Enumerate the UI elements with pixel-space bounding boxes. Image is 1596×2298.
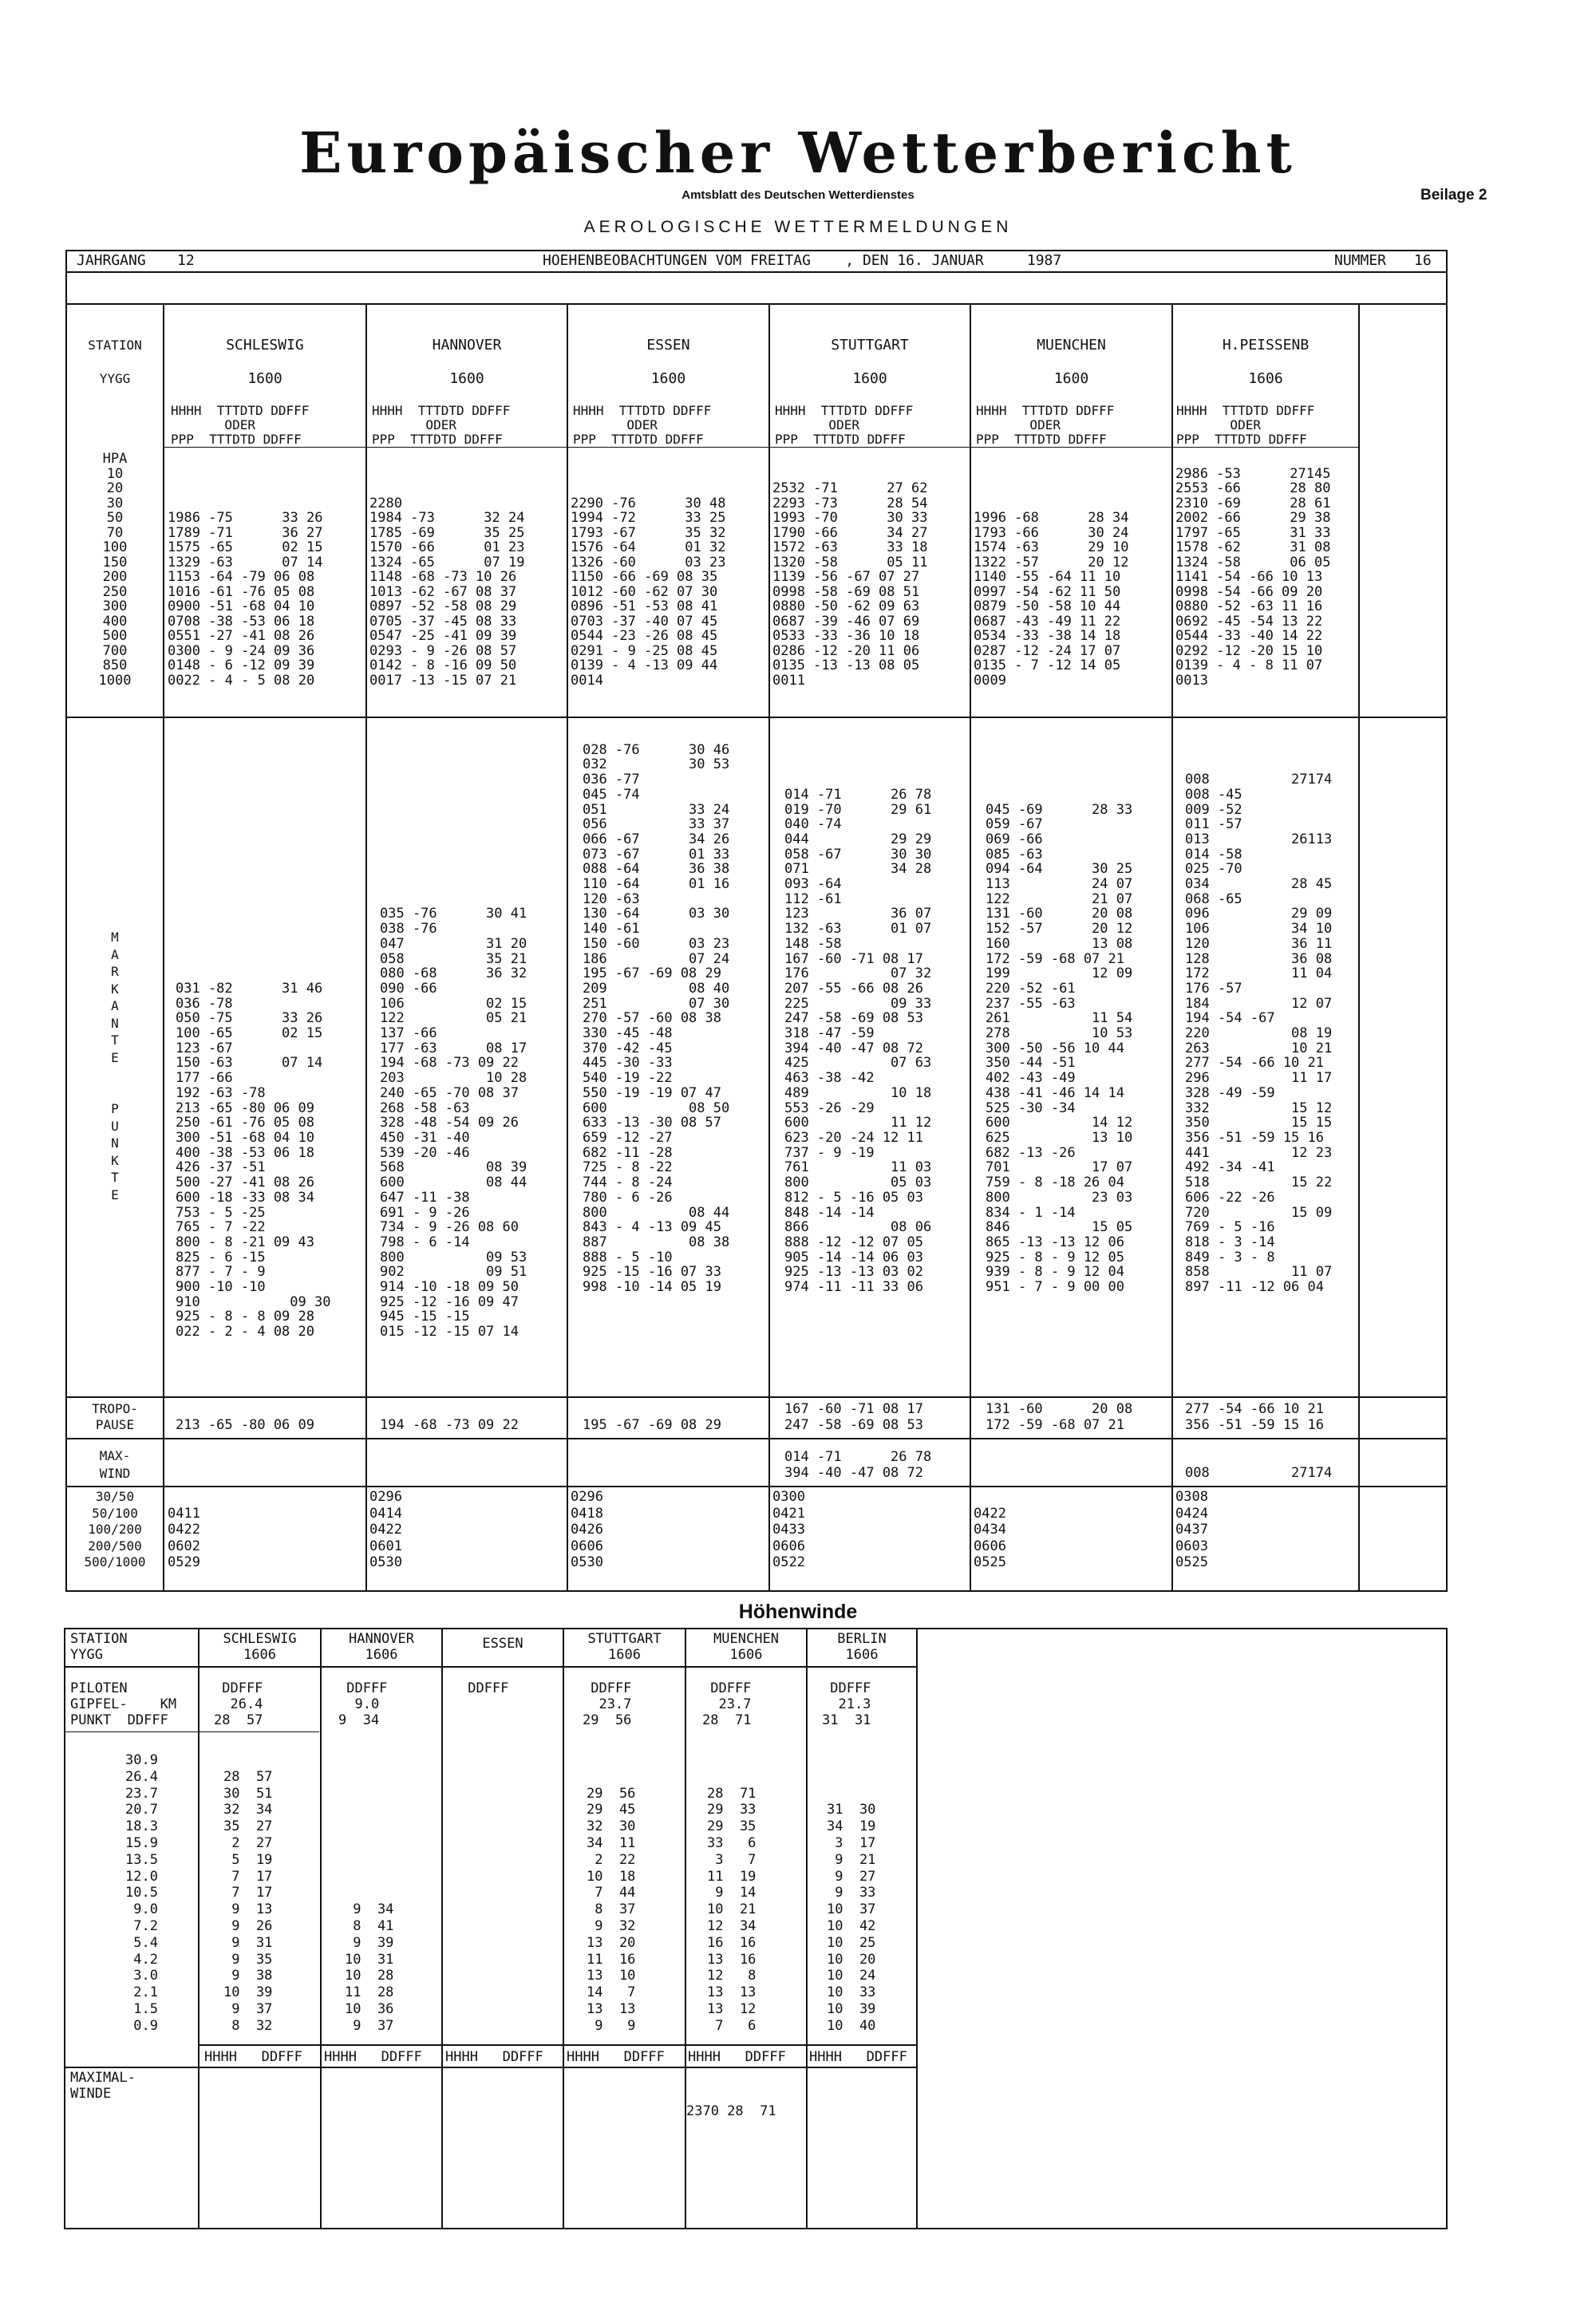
maximal-muenchen: 2370 28 71 — [686, 2103, 776, 2119]
station-time: 1606 — [1248, 370, 1283, 387]
hw-station-time: 1606 — [729, 1647, 763, 1663]
column-header: HHHH TTTDTD DDFFF ODER PPP TTTDTD DDFFF — [573, 403, 712, 447]
piloten-stuttgart: DDFFF 23.7 29 56 — [583, 1680, 632, 1728]
divider — [806, 1628, 808, 2229]
observation-info: HOEHENBEOBACHTUNGEN VOM FREITAG , DEN 16. JANUAR 1987 — [543, 252, 1062, 269]
foot-head: HHHH DDFFF — [324, 2049, 422, 2065]
layers-essen: 0296 0418 0426 0606 0530 — [571, 1489, 603, 1570]
divider — [567, 303, 568, 1592]
hw-station-name: MUENCHEN — [713, 1631, 779, 1647]
markante-punkte-label: M A R K A N T E P U N K T E — [111, 930, 119, 1202]
divider — [365, 303, 367, 1592]
page-title: Europäischer Wetterbericht — [299, 120, 1297, 186]
hw-station-time: 1606 — [365, 1647, 398, 1663]
divider — [970, 303, 971, 1592]
divider — [163, 303, 164, 1592]
section-title: AEROLOGISCHE WETTERMELDUNGEN — [583, 218, 1013, 236]
layers-stuttgart: 0300 0421 0433 0606 0522 — [772, 1489, 805, 1570]
station-name: H.PEISSENB — [1222, 337, 1310, 353]
hw-station-name: HANNOVER — [349, 1631, 414, 1647]
hw-station-time: 1606 — [845, 1647, 879, 1663]
hw-station-label: STATION YYGG — [70, 1631, 128, 1663]
maxwind-peissenberg: 008 27174 — [1185, 1465, 1333, 1481]
divider — [1171, 303, 1173, 1592]
tropo-hannover: 194 -68 -73 09 22 — [380, 1417, 519, 1433]
hw-levels: 30.9 26.4 23.7 20.7 18.3 15.9 13.5 12.0 10.5 9.0 7.2 5.4 4.2 3.0 2.1 1.5 0.9 — [125, 1752, 158, 2034]
maxwind-label: MAX- WIND — [99, 1448, 131, 1481]
layer-labels: 30/50 50/100 100/200 200/500 500/1000 — [84, 1489, 146, 1570]
markante-data-essen: 028 -76 30 46 032 30 53 036 -77 045 -74 051 33 24 056 33 37 066 -67 34 26 073 -67 01 33 088 -64 36 38 110 -64 01 16 120 -63 130 -64 03 30 140 -61 150 -60 03 23 186 07 24 195 -67 -69 08 29 209 08 40 251 07 30 270 -57 -60 08 38 330 -45 -48 370 -42 -45 445 -30 -33 540 -19 -22 550 -19 -19 07 47 600 08 50 633 -13 -30 08 57 659 -12 -27 682 -11 -28 725 - 8 -22 744 - 8 -24 780 - 6 -26 800 08 44 843 - 4 -13 09 45 887 08 38 888 - 5 -10 925 -15 -16 07 33 998 -10 -14 05 19 — [583, 741, 730, 1296]
maxwind-stuttgart: 014 -71 26 78 394 -40 -47 08 72 — [784, 1449, 932, 1481]
tropo-essen: 195 -67 -69 08 29 — [583, 1417, 721, 1433]
hw-col-berlin: 31 30 34 19 3 17 9 21 9 27 9 33 10 37 10 42 10 25 10 20 10 24 10 33 10 39 10 40 — [827, 1802, 876, 2034]
divider — [685, 1628, 686, 2229]
piloten-hannover: DDFFF 9.0 9 34 — [338, 1680, 388, 1728]
divider — [768, 303, 770, 1592]
piloten-muenchen: DDFFF 23.7 28 71 — [702, 1680, 752, 1728]
hw-station-name: ESSEN — [482, 1636, 523, 1652]
station-label: STATION — [88, 338, 142, 353]
hw-station-name: SCHLESWIG — [223, 1631, 297, 1647]
divider — [64, 2067, 916, 2068]
maximal-winde-label: MAXIMAL- WINDE — [70, 2070, 136, 2102]
divider — [65, 717, 1448, 718]
layers-schleswig: 0411 0422 0602 0529 — [168, 1505, 200, 1570]
station-time: 1600 — [1053, 370, 1089, 387]
divider — [65, 1438, 1448, 1439]
station-time: 1600 — [247, 370, 282, 387]
tropo-peissenberg: 277 -54 -66 10 21 356 -51 -59 15 16 — [1185, 1401, 1324, 1433]
hpa-data-stuttgart: 2532 -71 27 62 2293 -73 28 54 1993 -70 30 33 1790 -66 34 27 1572 -63 33 18 1320 -58 05 11 1139 -56 -67 07 27 0998 -58 -69 08 51 0880 -50 -62 09 63 0687 -39 -46 07 69 0533 -33 -36 10 18 0286 -12 -20 11 06 0135 -13 -13 08 05 0011 — [772, 480, 928, 689]
foot-head: HHHH DDFFF — [688, 2049, 786, 2065]
hpa-levels: HPA 10 20 30 50 70 100 150 200 250 300 400 500 700 850 1000 — [98, 451, 132, 689]
hw-station-time: 1606 — [608, 1647, 641, 1663]
foot-head: HHHH DDFFF — [204, 2049, 302, 2065]
divider — [163, 447, 1358, 448]
column-header: HHHH TTTDTD DDFFF ODER PPP TTTDTD DDFFF — [976, 403, 1115, 447]
markante-data-muenchen: 045 -69 28 33 059 -67 069 -66 085 -63 094 -64 30 25 113 24 07 122 21 07 131 -60 20 08 152 -57 20 12 160 13 08 172 -59 -68 07 21 199 12 09 220 -52 -61 237 -55 -63 261 11 54 278 10 53 300 -50 -56 10 44 350 -44 -51 402 -43 -49 438 -41 -46 14 14 525 -30 -34 600 14 12 625 13 10 682 -13 -26 701 17 07 759 - 8 -18 26 04 800 23 03 834 - 1 -14 846 15 05 865 -13 -13 12 06 925 - 8 - 9 12 05 939 - 8 - 9 12 04 951 - 7 - 9 00 00 — [986, 801, 1133, 1296]
divider — [65, 303, 1448, 305]
divider — [65, 1396, 1448, 1398]
hw-col-schleswig: 28 57 30 51 32 34 35 27 2 27 5 19 7 17 7 17 9 13 9 26 9 31 9 35 9 38 10 39 9 37 8 32 — [223, 1768, 273, 2034]
markante-data-stuttgart: 014 -71 26 78 019 -70 29 61 040 -74 044 29 29 058 -67 30 30 071 34 28 093 -64 112 -61 123 36 07 132 -63 01 07 148 -58 167 -60 -71 08 17 176 07 32 207 -55 -66 08 26 225 09 33 247 -58 -69 08 53 318 -47 -59 394 -40 -47 08 72 425 07 63 463 -38 -42 489 10 18 553 -26 -29 600 11 12 623 -20 -24 12 11 737 - 9 -19 761 11 03 800 05 03 812 - 5 -16 05 03 848 -14 -14 866 08 06 888 -12 -12 07 05 905 -14 -14 06 03 925 -13 -13 03 02 974 -11 -11 33 06 — [784, 786, 932, 1296]
station-name: SCHLESWIG — [226, 337, 304, 353]
divider — [64, 1666, 916, 1668]
column-header: HHHH TTTDTD DDFFF ODER PPP TTTDTD DDFFF — [372, 403, 511, 447]
hw-col-muenchen: 28 71 29 33 29 35 33 6 3 7 11 19 9 14 10 21 12 34 16 16 13 16 12 8 13 13 13 12 7 6 — [707, 1785, 757, 2034]
foot-head: HHHH DDFFF — [809, 2049, 907, 2065]
markante-data-peissenberg: 008 27174 008 -45 009 -52 011 -57 013 26113 014 -58 025 -70 034 28 45 068 -65 096 29 09 106 34 10 120 36 11 128 36 08 172 11 04 176 -57 184 12 07 194 -54 -67 220 08 19 263 10 21 277 -54 -66 10 21 296 11 17 328 -49 -59 332 15 12 350 15 15 356 -51 -59 15 16 441 12 23 492 -34 -41 518 15 22 606 -22 -26 720 15 09 769 - 5 -16 818 - 3 -14 849 - 3 - 8 858 11 07 897 -11 -12 06 04 — [1185, 772, 1333, 1296]
piloten-label: PILOTEN GIPFEL- KM PUNKT DDFFF — [70, 1680, 177, 1728]
hpa-data-hannover: 2280 1984 -73 32 24 1785 -69 35 25 1570 -66 01 23 1324 -65 07 19 1148 -68 -73 10 26 1013 -62 -67 08 37 0897 -52 -58 08 29 0705 -37 -45 08 33 0547 -25 -41 09 39 0293 - 9 -26 08 57 0142 - 8 -16 09 50 0017 -13 -15 07 21 — [369, 495, 525, 689]
foot-head: HHHH DDFFF — [445, 2049, 543, 2065]
station-time: 1600 — [852, 370, 887, 387]
tropo-muenchen: 131 -60 20 08 172 -59 -68 07 21 — [986, 1401, 1133, 1433]
layers-hannover: 0296 0414 0422 0601 0530 — [369, 1489, 402, 1570]
piloten-schleswig: DDFFF 26.4 28 57 — [214, 1680, 263, 1728]
station-name: HANNOVER — [432, 337, 502, 353]
divider — [65, 271, 1448, 273]
hoehenwinde-title: Höhenwinde — [738, 1601, 858, 1623]
column-header: HHHH TTTDTD DDFFF ODER PPP TTTDTD DDFFF — [1176, 403, 1315, 447]
hw-station-time: 1606 — [243, 1647, 276, 1663]
divider — [1358, 303, 1360, 1592]
hpa-data-essen: 2290 -76 30 48 1994 -72 33 25 1793 -67 35 32 1576 -64 01 32 1326 -60 03 23 1150 -66 -69 08 35 1012 -60 -62 07 30 0896 -51 -53 08 41 0703 -37 -40 07 45 0544 -23 -26 08 45 0291 - 9 -25 08 45 0139 - 4 -13 09 44 0014 — [571, 495, 726, 689]
column-header: HHHH TTTDTD DDFFF ODER PPP TTTDTD DDFFF — [775, 403, 914, 447]
beilage-label: Beilage 2 — [1420, 187, 1487, 203]
layers-peissenberg: 0308 0424 0437 0603 0525 — [1175, 1489, 1208, 1570]
station-name: STUTTGART — [831, 337, 909, 353]
hw-station-name: BERLIN — [837, 1631, 887, 1647]
hpa-data-schleswig: 1986 -75 33 26 1789 -71 36 27 1575 -65 02 15 1329 -63 07 14 1153 -64 -79 06 08 1016 -61 -76 05 08 0900 -51 -68 04 10 0708 -38 -53 06 18 0551 -27 -41 08 26 0300 - 9 -24 09 36 0148 - 6 -12 09 39 0022 - 4 - 5 08 20 — [168, 510, 323, 689]
station-time: 1600 — [449, 370, 484, 387]
hw-col-stuttgart: 29 56 29 45 32 30 34 11 2 22 10 18 7 44 8 37 9 32 13 20 11 16 13 10 14 7 13 13 9 9 — [587, 1785, 636, 2034]
divider — [441, 1628, 443, 2229]
markante-data-hannover: 035 -76 30 41 038 -76 047 31 20 058 35 21 080 -68 36 32 090 -66 106 02 15 122 05 21 137 -66 177 -63 08 17 194 -68 -73 09 22 203 10 28 240 -65 -70 08 37 268 -58 -63 328 -48 -54 09 26 450 -31 -40 539 -20 -46 568 08 39 600 08 44 647 -11 -38 691 - 9 -26 734 - 9 -26 08 60 798 - 6 -14 800 09 53 902 09 51 914 -10 -18 09 50 925 -12 -16 09 47 945 -15 -15 015 -12 -15 07 14 — [380, 906, 527, 1340]
page-subtitle: Amtsblatt des Deutschen Wetterdienstes — [681, 188, 915, 202]
nummer-value: 16 — [1414, 252, 1432, 269]
yygg-label: YYGG — [99, 371, 131, 386]
tropo-stuttgart: 167 -60 -71 08 17 247 -58 -69 08 53 — [784, 1401, 923, 1433]
markante-data-schleswig: 031 -82 31 46 036 -78 050 -75 33 26 100 -65 02 15 123 -67 150 -63 07 14 177 -66 192 -63 -78 213 -65 -80 06 09 250 -61 -76 05 08 300 -51 -68 04 10 400 -38 -53 06 18 426 -37 -51 500 -27 -41 08 26 600 -18 -33 08 34 753 - 5 -25 765 - 7 -22 800 - 8 -21 09 43 825 - 6 -15 877 - 7 - 9 900 -10 -10 910 09 30 925 - 8 - 8 09 28 022 - 2 - 4 08 20 — [176, 980, 331, 1340]
hw-station-name: STUTTGART — [587, 1631, 662, 1647]
hw-col-hannover: 9 34 8 41 9 39 10 31 10 28 11 28 10 36 9 37 — [345, 1901, 394, 2034]
piloten-berlin: DDFFF 21.3 31 31 — [822, 1680, 871, 1728]
layers-muenchen: 0422 0434 0606 0525 — [974, 1505, 1006, 1570]
divider — [563, 1628, 564, 2229]
station-name: MUENCHEN — [1037, 337, 1106, 353]
divider — [916, 1628, 918, 2229]
divider — [320, 1628, 322, 2229]
station-time: 1600 — [650, 370, 686, 387]
divider — [64, 1731, 319, 1732]
jahrgang-value: 12 — [177, 252, 195, 269]
jahrgang-label: JAHRGANG — [77, 252, 146, 269]
tropo-schleswig: 213 -65 -80 06 09 — [176, 1417, 314, 1433]
column-header: HHHH TTTDTD DDFFF ODER PPP TTTDTD DDFFF — [171, 403, 310, 447]
divider — [198, 1628, 200, 2229]
nummer-label: NUMMER — [1334, 252, 1387, 269]
divider — [198, 2044, 916, 2046]
tropopause-label: TROPO- PAUSE — [92, 1401, 138, 1432]
hpa-data-peissenberg: 2986 -53 27145 2553 -66 28 80 2310 -69 28 61 2002 -66 29 38 1797 -65 31 33 1578 -62 31 08 1324 -58 06 05 1141 -54 -66 10 13 0998 -54 -66 09 20 0880 -52 -63 11 16 0692 -45 -54 13 22 0544 -33 -40 14 22 0292 -12 -20 15 10 0139 - 4 - 8 11 07 0013 — [1175, 465, 1331, 689]
divider — [65, 1486, 1448, 1487]
hpa-data-muenchen: 1996 -68 28 34 1793 -66 30 24 1574 -63 29 10 1322 -57 20 12 1140 -55 -64 11 10 0997 -54 -62 11 50 0879 -50 -58 10 44 0687 -43 -49 11 22 0534 -33 -38 14 18 0287 -12 -24 17 07 0135 - 7 -12 14 05 0009 — [974, 510, 1129, 689]
foot-head: HHHH DDFFF — [567, 2049, 665, 2065]
station-name: ESSEN — [646, 337, 690, 353]
piloten-essen: DDFFF — [460, 1680, 509, 1696]
